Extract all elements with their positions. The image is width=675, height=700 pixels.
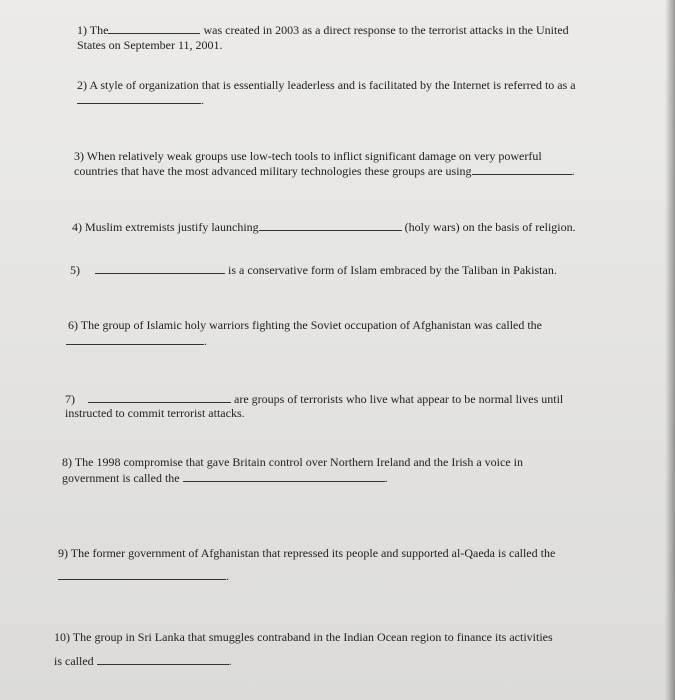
question-text: was created in 2003 as a direct response to the terrorist attacks in the United <box>203 23 569 37</box>
question-8 <box>62 455 523 470</box>
question-text: The former government of Afghanistan that repressed its people and supported al-Qaeda is called the <box>70 546 556 560</box>
punctuation: . <box>204 334 207 348</box>
question-text: States on September 11, 2001. <box>77 38 223 52</box>
question-number: 3) <box>74 149 84 163</box>
answer-blank[interactable] <box>259 219 402 231</box>
question-10 <box>54 630 553 645</box>
question-5 <box>70 262 557 278</box>
question-text: The group of Islamic holy warriors fighting the Soviet occupation of Afghanistan was called the <box>80 318 543 332</box>
question-3 <box>74 149 542 164</box>
question-text: instructed to commit terrorist attacks. <box>65 406 245 420</box>
question-9 <box>58 546 555 561</box>
question-6-line-2 <box>66 333 207 349</box>
question-number: 7) <box>65 392 75 406</box>
question-number: 4) <box>72 220 82 234</box>
question-3-line-2 <box>74 163 575 179</box>
answer-blank[interactable] <box>77 92 201 104</box>
question-8-line-2 <box>62 470 388 486</box>
punctuation: . <box>228 654 232 668</box>
punctuation: . <box>226 569 229 583</box>
answer-blank[interactable] <box>183 470 385 482</box>
page-edge-shadow <box>665 0 675 700</box>
answer-blank[interactable] <box>97 653 229 665</box>
question-number: 10) <box>54 630 70 644</box>
punctuation: . <box>571 164 575 178</box>
question-1-line-2 <box>77 38 223 53</box>
punctuation: . <box>384 471 388 485</box>
question-number: 1) <box>77 23 87 37</box>
question-7 <box>65 391 563 407</box>
answer-blank[interactable] <box>58 568 226 580</box>
question-text: The group in Sri Lanka that smuggles contraband in the Indian Ocean region to finance its activities <box>72 630 553 644</box>
question-text: countries that have the most advanced military technologies these groups are using <box>74 164 472 178</box>
question-text: government is called the <box>62 471 180 485</box>
question-text: The 1998 compromise that gave Britain control over Northern Ireland and the Irish a voice in <box>74 455 523 469</box>
question-number: 6) <box>68 318 78 332</box>
question-10-line-2 <box>54 653 232 669</box>
question-text: is called <box>54 654 94 668</box>
question-4 <box>72 219 576 235</box>
question-text: (holy wars) on the basis of religion. <box>404 220 576 234</box>
question-text: When relatively weak groups use low-tech tools to inflict significant damage on very powerful <box>86 149 542 163</box>
question-6 <box>68 318 542 333</box>
question-7-line-2 <box>65 406 245 421</box>
question-number: 5) <box>70 263 80 277</box>
question-number: 9) <box>58 546 68 560</box>
question-9-line-2 <box>58 568 229 584</box>
question-text: A style of organization that is essentially leaderless and is facilitated by the Internet is referred to as a <box>89 78 576 92</box>
question-text: is a conservative form of Islam embraced by the Taliban in Pakistan. <box>228 263 557 277</box>
question-2 <box>77 78 576 93</box>
answer-blank[interactable] <box>472 163 572 175</box>
answer-blank[interactable] <box>95 262 225 274</box>
question-number: 8) <box>62 455 72 469</box>
question-1 <box>77 22 569 38</box>
answer-blank[interactable] <box>66 333 204 345</box>
answer-blank[interactable] <box>88 391 231 403</box>
punctuation: . <box>201 93 204 107</box>
question-text: The <box>89 23 109 37</box>
question-number: 2) <box>77 78 87 92</box>
question-text: Muslim extremists justify launching <box>85 220 259 234</box>
question-2-line-2 <box>77 92 204 108</box>
question-text: are groups of terrorists who live what appear to be normal lives until <box>234 392 564 406</box>
answer-blank[interactable] <box>108 22 200 34</box>
